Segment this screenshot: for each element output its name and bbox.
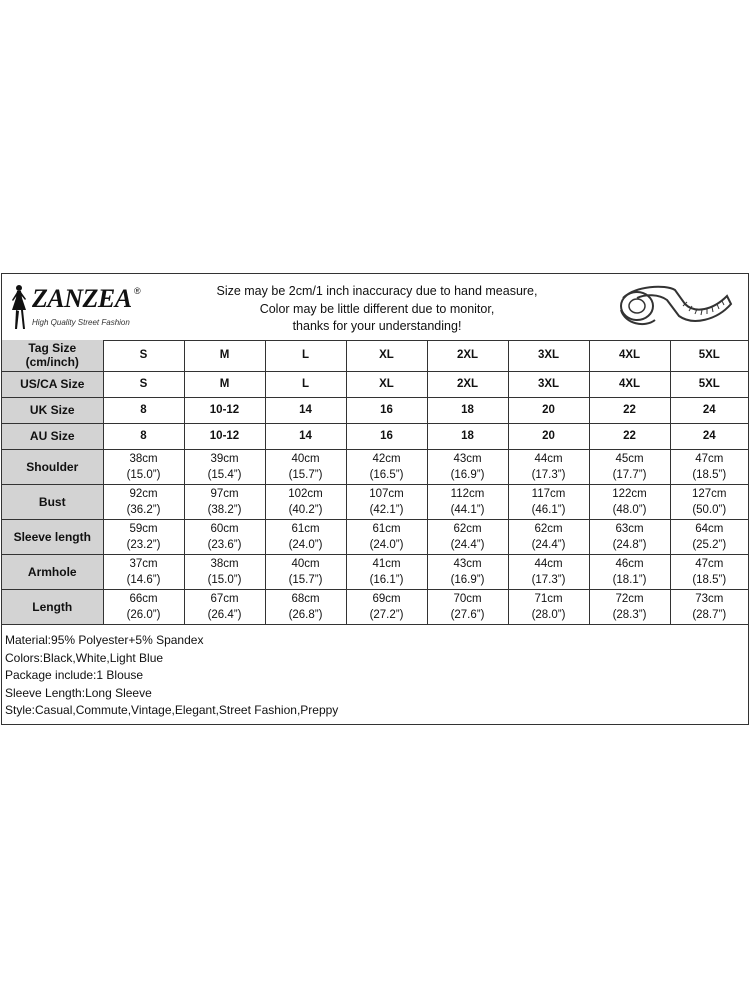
package-line: Package include:1 Blouse — [5, 668, 144, 682]
measurement-cell — [346, 589, 427, 624]
measurement-cell — [589, 484, 670, 519]
size-cell: 14 — [265, 397, 346, 423]
cm-value: 62cm — [534, 522, 563, 535]
size-cell: L — [265, 340, 346, 371]
fashion-model-silhouette-icon — [8, 284, 30, 332]
table-row — [2, 554, 748, 589]
cm-value: 127cm — [691, 487, 727, 500]
row-label: Armhole — [2, 554, 103, 589]
cm-value: 60cm — [210, 522, 239, 535]
inch-value: (48.0”) — [612, 503, 647, 516]
measurement-cell — [265, 484, 346, 519]
row-label: Shoulder — [2, 449, 103, 484]
inch-value: (15.7”) — [288, 468, 323, 481]
measurement-cell — [670, 519, 748, 554]
cm-value: 59cm — [129, 522, 158, 535]
chart-header — [2, 274, 748, 341]
measurement-cell — [265, 449, 346, 484]
table-row — [2, 449, 748, 484]
table-row — [2, 589, 748, 624]
inch-value: (46.1”) — [531, 503, 566, 516]
size-cell: S — [103, 340, 184, 371]
measurement-cell — [103, 449, 184, 484]
table-row — [2, 340, 748, 371]
cm-value: 72cm — [615, 592, 644, 605]
row-label: AU Size — [2, 423, 103, 449]
size-cell: 3XL — [508, 371, 589, 397]
material-line: Material:95% Polyester+5% Spandex — [5, 633, 204, 647]
inch-value: (28.3”) — [612, 608, 647, 621]
size-cell: 14 — [265, 423, 346, 449]
inch-value: (18.1”) — [612, 573, 647, 586]
size-cell: XL — [346, 340, 427, 371]
measurement-cell — [184, 554, 265, 589]
colors-line: Colors:Black,White,Light Blue — [5, 650, 164, 665]
measurement-cell — [103, 484, 184, 519]
measurement-cell — [670, 589, 748, 624]
size-cell: 5XL — [670, 340, 748, 371]
measurement-cell — [103, 589, 184, 624]
measurement-cell — [508, 589, 589, 624]
inch-value: (18.5”) — [692, 573, 727, 586]
table-row — [2, 397, 748, 423]
inch-value: (28.0”) — [531, 608, 566, 621]
inch-value: (17.7”) — [612, 468, 647, 481]
measurement-cell — [589, 519, 670, 554]
inch-value: (27.6”) — [450, 608, 485, 621]
size-cell: 2XL — [427, 340, 508, 371]
cm-value: 64cm — [695, 522, 724, 535]
size-cell: 10-12 — [184, 397, 265, 423]
size-cell: 3XL — [508, 340, 589, 371]
inch-value: (27.2”) — [369, 608, 404, 621]
inch-value: (16.9”) — [450, 468, 485, 481]
inch-value: (26.4”) — [207, 608, 242, 621]
size-cell: 18 — [427, 423, 508, 449]
cm-value: 68cm — [291, 592, 320, 605]
inch-value: (15.4”) — [207, 468, 242, 481]
measurement-cell — [670, 484, 748, 519]
measuring-tape-icon — [615, 280, 733, 336]
size-cell: 16 — [346, 397, 427, 423]
cm-value: 112cm — [450, 487, 485, 500]
cm-value: 69cm — [372, 592, 401, 605]
cm-value: 41cm — [372, 557, 401, 570]
inch-value: (16.9”) — [450, 573, 485, 586]
inch-value: (15.7”) — [288, 573, 323, 586]
size-table — [2, 340, 748, 625]
notice-line: thanks for your understanding! — [292, 319, 462, 333]
size-cell: 4XL — [589, 340, 670, 371]
row-label: UK Size — [2, 397, 103, 423]
inch-value: (15.0”) — [207, 573, 242, 586]
measurement-cell — [427, 554, 508, 589]
size-cell: 2XL — [427, 371, 508, 397]
measurement-cell — [427, 484, 508, 519]
cm-value: 63cm — [615, 522, 644, 535]
size-cell: 5XL — [670, 371, 748, 397]
inch-value: (38.2”) — [207, 503, 242, 516]
measurement-cell — [589, 449, 670, 484]
measurement-cell — [427, 449, 508, 484]
size-cell: L — [265, 371, 346, 397]
inch-value: (23.6”) — [207, 538, 242, 551]
inch-value: (42.1”) — [369, 503, 404, 516]
inch-value: (17.3”) — [531, 573, 566, 586]
measurement-cell — [184, 484, 265, 519]
table-row — [2, 371, 748, 397]
size-cell: 10-12 — [184, 423, 265, 449]
cm-value: 46cm — [615, 557, 644, 570]
inch-value: (14.6”) — [126, 573, 161, 586]
measurement-cell — [508, 449, 589, 484]
inch-value: (16.5”) — [369, 468, 404, 481]
cm-value: 71cm — [534, 592, 563, 605]
cm-value: 39cm — [210, 452, 239, 465]
inch-value: (24.8”) — [612, 538, 647, 551]
cm-value: 40cm — [291, 452, 320, 465]
measurement-cell — [589, 554, 670, 589]
registered-mark: ® — [134, 286, 141, 296]
sleeve-length-line: Sleeve Length:Long Sleeve — [5, 685, 152, 700]
measurement-cell — [508, 554, 589, 589]
cm-value: 97cm — [210, 487, 239, 500]
row-label: Length — [2, 589, 103, 624]
table-row — [2, 484, 748, 519]
inch-value: (23.2”) — [126, 538, 161, 551]
size-chart — [1, 273, 749, 725]
style-line: Style:Casual,Commute,Vintage,Elegant,Street Fashion,Preppy — [5, 703, 339, 717]
measurement-cell — [103, 519, 184, 554]
brand-tagline: High Quality Street Fashion — [32, 318, 130, 327]
size-cell: 8 — [103, 423, 184, 449]
measurement-cell — [184, 449, 265, 484]
measurement-cell — [184, 589, 265, 624]
size-cell: 24 — [670, 423, 748, 449]
notice-line: Size may be 2cm/1 inch inaccuracy due to hand measure, — [216, 284, 538, 298]
inch-value: (24.4”) — [531, 538, 566, 551]
size-cell: S — [103, 371, 184, 397]
size-cell: 20 — [508, 423, 589, 449]
measurement-cell — [670, 449, 748, 484]
measurement-cell — [265, 554, 346, 589]
size-cell: 22 — [589, 397, 670, 423]
inch-value: (17.3”) — [531, 468, 566, 481]
inch-value: (24.4”) — [450, 538, 485, 551]
cm-value: 42cm — [372, 452, 401, 465]
notice-line: Color may be little different due to monitor, — [259, 301, 495, 316]
row-label: US/CA Size — [2, 371, 103, 397]
inch-value: (18.5”) — [692, 468, 727, 481]
inch-value: (25.2”) — [692, 538, 727, 551]
measurement-cell — [427, 589, 508, 624]
measurement-cell — [184, 519, 265, 554]
row-label: Sleeve length — [2, 519, 103, 554]
table-row — [2, 423, 748, 449]
row-label: Bust — [2, 484, 103, 519]
cm-value: 122cm — [612, 487, 647, 500]
cm-value: 45cm — [615, 452, 644, 465]
size-cell: 20 — [508, 397, 589, 423]
cm-value: 70cm — [453, 592, 482, 605]
measurement-cell — [265, 519, 346, 554]
measurement-cell — [346, 519, 427, 554]
brand-logo — [6, 284, 156, 334]
measurement-cell — [265, 589, 346, 624]
inch-value: (24.0”) — [288, 538, 323, 551]
inch-value: (44.1”) — [450, 503, 485, 516]
size-cell: 22 — [589, 423, 670, 449]
measurement-cell — [427, 519, 508, 554]
cm-value: 44cm — [534, 557, 563, 570]
cm-value: 44cm — [534, 452, 563, 465]
inch-value: (24.0”) — [369, 538, 404, 551]
measurement-cell — [670, 554, 748, 589]
measurement-cell — [508, 519, 589, 554]
inch-value: (28.7”) — [692, 608, 727, 621]
size-cell: 8 — [103, 397, 184, 423]
size-cell: M — [184, 371, 265, 397]
inch-value: (36.2”) — [126, 503, 161, 516]
cm-value: 43cm — [453, 452, 482, 465]
cm-value: 47cm — [695, 557, 724, 570]
cm-value: 73cm — [695, 592, 724, 605]
inch-value: (15.0”) — [126, 468, 161, 481]
cm-value: 43cm — [453, 557, 482, 570]
size-cell: 18 — [427, 397, 508, 423]
cm-value: 37cm — [129, 557, 158, 570]
brand-name: ZANZEA — [32, 284, 132, 313]
size-cell: 24 — [670, 397, 748, 423]
size-cell: 4XL — [589, 371, 670, 397]
measurement-cell — [508, 484, 589, 519]
measurement-cell — [589, 589, 670, 624]
cm-value: 38cm — [210, 557, 239, 570]
measurement-cell — [103, 554, 184, 589]
cm-value: 40cm — [291, 557, 320, 570]
cm-value: 62cm — [453, 522, 482, 535]
size-cell: M — [184, 340, 265, 371]
inch-value: (26.0”) — [126, 608, 161, 621]
inch-value: (26.8”) — [288, 608, 323, 621]
cm-value: 61cm — [372, 522, 401, 535]
row-label: Tag Size (cm/inch) — [2, 340, 103, 371]
inch-value: (16.1”) — [369, 573, 404, 586]
measurement-cell — [346, 449, 427, 484]
cm-value: 66cm — [129, 592, 158, 605]
cm-value: 92cm — [129, 487, 158, 500]
cm-value: 67cm — [210, 592, 239, 605]
size-cell: XL — [346, 371, 427, 397]
measurement-cell — [346, 554, 427, 589]
inch-value: (40.2”) — [288, 503, 323, 516]
size-cell: 16 — [346, 423, 427, 449]
cm-value: 47cm — [695, 452, 724, 465]
inch-value: (50.0”) — [692, 503, 727, 516]
table-row — [2, 519, 748, 554]
cm-value: 61cm — [291, 522, 320, 535]
measurement-notice — [187, 283, 567, 336]
cm-value: 117cm — [531, 487, 566, 500]
cm-value: 38cm — [129, 452, 158, 465]
cm-value: 102cm — [288, 487, 323, 500]
product-info — [5, 632, 338, 720]
cm-value: 107cm — [369, 487, 404, 500]
measurement-cell — [346, 484, 427, 519]
